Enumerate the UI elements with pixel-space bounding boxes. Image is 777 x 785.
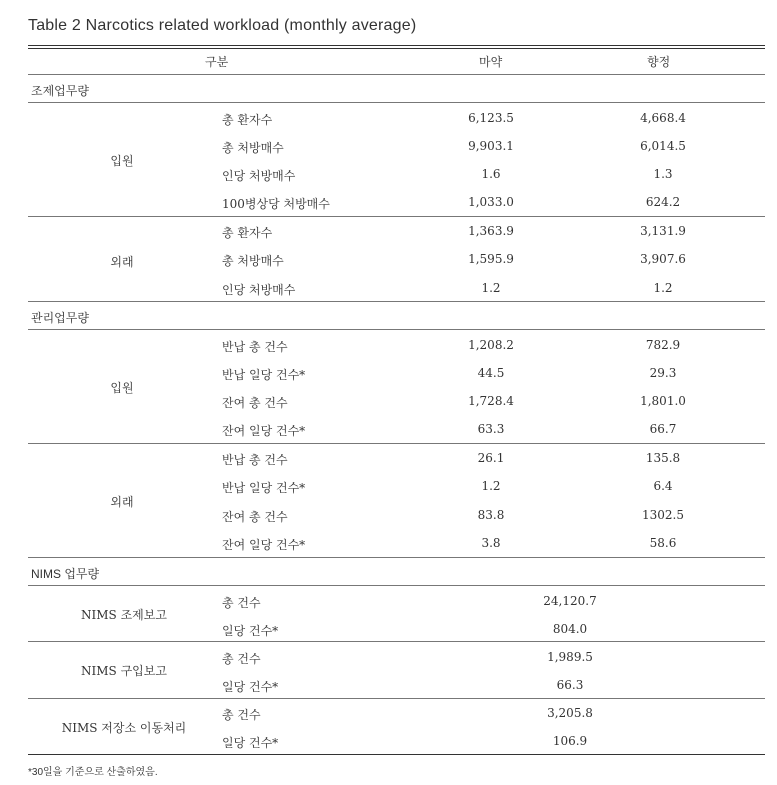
row-item: 반납 총 건수 [222, 453, 288, 467]
row-value-col2: 4,668.4 [640, 111, 686, 125]
group-divider [28, 698, 765, 699]
row-value-col2: 3,907.6 [640, 252, 686, 266]
row-item: 일당 건수* [222, 680, 279, 694]
row-value-col1: 26.1 [477, 451, 505, 465]
row-value-col2: 6.4 [653, 479, 673, 493]
row-value-col2: 135.8 [645, 451, 681, 465]
row-value-col2: 624.2 [645, 195, 681, 209]
section-divider [28, 585, 765, 586]
row-value-col1: 9,903.1 [468, 139, 514, 153]
group-label: NIMS 구입보고 [81, 664, 167, 678]
section-nims-label: NIMS 업무량 [31, 567, 100, 581]
footnote: *30일을 기준으로 산출하였음. [28, 767, 158, 778]
row-value-col2: 1.2 [653, 281, 673, 295]
row-value: 106.9 [552, 734, 588, 748]
group-divider [28, 641, 765, 642]
row-value-col1: 63.3 [477, 422, 505, 436]
group-divider [28, 216, 765, 217]
header-col1: 마약 [479, 55, 503, 69]
section-management-label: 관리업무량 [31, 311, 89, 325]
row-item: 총 건수 [222, 652, 261, 666]
row-item: 인당 처방매수 [222, 169, 296, 183]
row-item: 총 처방매수 [222, 141, 284, 155]
row-item: 반납 일당 건수* [222, 481, 306, 495]
group-label: 외래 [110, 495, 134, 509]
top-rule-2 [28, 48, 765, 49]
row-value-col1: 1,595.9 [468, 252, 514, 266]
section-divider [28, 329, 765, 330]
row-value-col2: 782.9 [645, 338, 681, 352]
row-value: 3,205.8 [547, 706, 593, 720]
row-item: 일당 건수* [222, 624, 279, 638]
row-value-col1: 1,208.2 [468, 338, 514, 352]
section-divider [28, 102, 765, 103]
row-value-col1: 6,123.5 [468, 111, 514, 125]
bottom-rule [28, 754, 765, 755]
row-value-col2: 58.6 [649, 536, 677, 550]
row-value-col1: 1,728.4 [468, 394, 514, 408]
group-label: 입원 [110, 381, 134, 395]
row-item: 잔여 일당 건수* [222, 424, 306, 438]
row-item: 총 환자수 [222, 226, 273, 240]
row-value-col2: 1,801.0 [640, 394, 686, 408]
row-value-col2: 29.3 [649, 366, 677, 380]
row-value-col1: 3.8 [481, 536, 501, 550]
row-value-col1: 1.2 [481, 479, 501, 493]
row-item: 반납 일당 건수* [222, 368, 306, 382]
row-item: 총 건수 [222, 596, 261, 610]
row-value-col2: 1302.5 [642, 508, 684, 522]
section-divider [28, 301, 765, 302]
group-divider [28, 443, 765, 444]
row-value-col2: 3,131.9 [640, 224, 686, 238]
section-dispensing-label: 조제업무량 [31, 84, 89, 98]
row-value-col1: 83.8 [477, 508, 505, 522]
group-label: NIMS 조제보고 [81, 608, 167, 622]
row-item: 일당 건수* [222, 736, 279, 750]
row-item: 잔여 총 건수 [222, 510, 288, 524]
table-title: Table 2 Narcotics related workload (monthly average) [28, 17, 417, 34]
header-divider [28, 74, 765, 75]
row-value-col1: 1.6 [481, 167, 501, 181]
group-label: 입원 [110, 154, 134, 168]
header-category: 구분 [205, 55, 229, 69]
row-value-col2: 66.7 [649, 422, 677, 436]
row-value: 24,120.7 [543, 594, 597, 608]
row-value: 1,989.5 [547, 650, 593, 664]
row-item: 잔여 일당 건수* [222, 538, 306, 552]
row-item: 총 건수 [222, 708, 261, 722]
section-divider [28, 557, 765, 558]
row-value-col1: 44.5 [477, 366, 505, 380]
row-item: 총 처방매수 [222, 254, 284, 268]
row-value-col1: 1,363.9 [468, 224, 514, 238]
row-value-col2: 6,014.5 [640, 139, 686, 153]
row-value-col1: 1.2 [481, 281, 501, 295]
row-item: 반납 총 건수 [222, 340, 288, 354]
row-item: 100병상당 처방매수 [222, 197, 330, 211]
row-item: 인당 처방매수 [222, 283, 296, 297]
top-rule [28, 45, 765, 46]
row-value-col1: 1,033.0 [468, 195, 514, 209]
row-value: 804.0 [552, 622, 588, 636]
row-item: 잔여 총 건수 [222, 396, 288, 410]
group-label: 외래 [110, 255, 134, 269]
row-item: 총 환자수 [222, 113, 273, 127]
header-col2: 향정 [647, 55, 671, 69]
row-value: 66.3 [556, 678, 584, 692]
group-label: NIMS 저장소 이동처리 [61, 721, 187, 735]
row-value-col2: 1.3 [653, 167, 673, 181]
